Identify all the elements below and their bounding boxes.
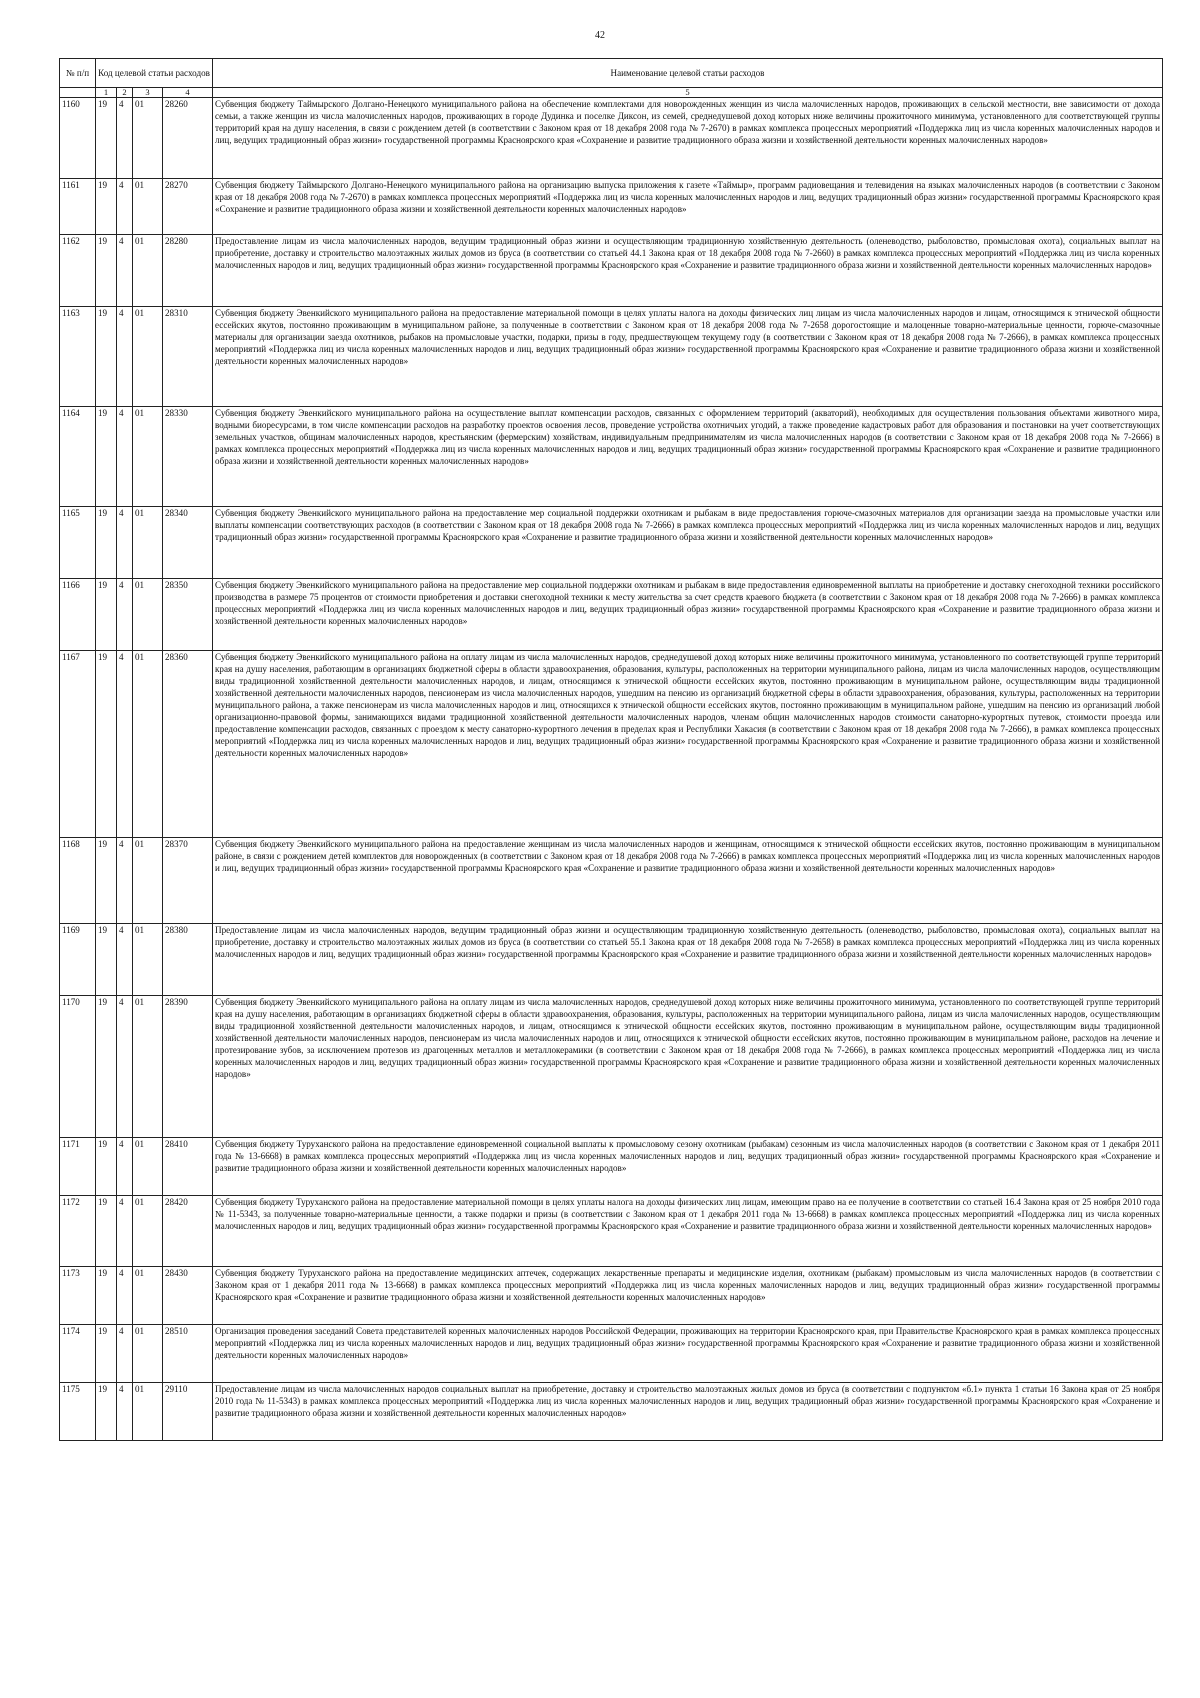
expenditure-name: Субвенция бюджету Эвенкийского муниципального района на оплату лицам из числа малочисленных народов, среднедушевой доход которых ниже величины прожиточного минимума, установленного по соответствующей группе территорий края на душу населения, работающим в организациях бюджетной сферы в области здравоохранения, образования, культуры, расположенных на территории муниципального района, лицам из числа малочисленных народов, осуществляющим виды традиционной хозяйственной деятельности малочисленных народов, и лицам, относящимся к этнической общности ессейских якутов, постоянно проживающим в муниципальном районе, осуществляющим виды традиционной хозяйственной деятельности малочисленных народов, пенсионерам из числа малочисленных народов, ушедшим на пенсию из организаций бюджетной сферы в области здравоохранения, образования, культуры, расположенных на территории муниципального района, а также пенсионерам из числа малочисленных народов и лиц, относящихся к этнической общности ессейских якутов, постоянно проживающим в муниципальном районе, ушедшим на пенсию из организаций любой организационно-правовой формы, занимающихся видами традиционной хозяйственной деятельности малочисленных народов, членам общин малочисленных народов стоимости санаторно-курортных путевок, стоимости проезда или предоставление компенсации расходов, связанных с проездом к месту санаторно-курортного лечения в пределах края и Республики Хакасия (в соответствии с Законом края от 18 декабря 2008 года № 7-2666), в рамках комплекса процессных мероприятий «Поддержка лиц из числа коренных малочисленных народов и лиц, ведущих традиционный образ жизни» государственной программы Красноярского края «Сохранение и развитие традиционного образа жизни и хозяйственной деятельности коренных малочисленных народов» [213, 651, 1163, 838]
code-program: 19 [96, 1138, 117, 1196]
expenditure-name: Субвенция бюджету Туруханского района на предоставление единовременной социальной выплаты к промысловому сезону охотникам (рыбакам) сезонным из числа малочисленных народов (в соответствии с Законом края от 1 декабря 2011 года № 13-6668) в рамках комплекса процессных мероприятий «Поддержка лиц из числа коренных малочисленных народов и лиц, ведущих традиционный образ жизни» государственной программы Красноярского края «Сохранение и развитие традиционного образа жизни и хозяйственной деятельности коренных малочисленных народов» [213, 1138, 1163, 1196]
index-cell: 4 [163, 88, 213, 98]
index-cell: 2 [117, 88, 133, 98]
code-program: 19 [96, 1325, 117, 1383]
code-program: 19 [96, 838, 117, 924]
header-code-group: Код целевой статьи расходов [96, 59, 213, 88]
expenditure-name: Субвенция бюджету Эвенкийского муниципального района на предоставление мер социальной поддержки охотникам и рыбакам в виде предоставления единовременной выплаты на приобретение и доставку снегоходной техники российского производства в размере 75 процентов от стоимости приобретения и доставки снегоходной техники к месту жительства за счет средств краевого бюджета (в соответствии с Законом края от 18 декабря 2008 года № 7-2666) в рамках комплекса процессных мероприятий «Поддержка лиц из числа коренных малочисленных народов и лиц, ведущих традиционный образ жизни» государственной программы Красноярского края «Сохранение и развитие традиционного образа жизни и хозяйственной деятельности коренных малочисленных народов» [213, 579, 1163, 651]
row-number: 1165 [60, 507, 96, 579]
table-row [60, 838, 1163, 924]
code-subprogram: 4 [117, 1325, 133, 1383]
code-direction: 28410 [163, 1138, 213, 1196]
expenditure-name: Субвенция бюджету Эвенкийского муниципального района на предоставление женщинам из числа малочисленных народов и женщинам, относящимся к этнической общности ессейских якутов, постоянно проживающим в муниципальном районе, в связи с рождением детей комплектов для новорожденных (в соответствии с Законом края от 18 декабря 2008 года № 7-2666) в рамках комплекса процессных мероприятий «Поддержка лиц из числа коренных малочисленных народов и лиц, ведущих традиционный образ жизни» государственной программы Красноярского края «Сохранение и развитие традиционного образа жизни и хозяйственной деятельности коренных малочисленных народов» [213, 838, 1163, 924]
expenditure-name: Предоставление лицам из числа малочисленных народов социальных выплат на приобретение, доставку и строительство малоэтажных жилых домов из бруса (в соответствии с подпунктом «б.1» пункта 1 статьи 16 Закона края от 25 ноября 2010 года № 11-5343) в рамках комплекса процессных мероприятий «Поддержка лиц из числа коренных малочисленных народов и лиц, ведущих традиционный образ жизни» государственной программы Красноярского края «Сохранение и развитие традиционного образа жизни и хозяйственной деятельности коренных малочисленных народов» [213, 1383, 1163, 1441]
table-row [60, 1196, 1163, 1267]
table-row [60, 1383, 1163, 1441]
row-number: 1164 [60, 407, 96, 507]
code-subprogram: 4 [117, 651, 133, 838]
code-event: 01 [133, 1138, 163, 1196]
code-subprogram: 4 [117, 507, 133, 579]
expenditure-name: Субвенция бюджету Эвенкийского муниципального района на предоставление мер социальной поддержки охотникам и рыбакам в виде предоставления горюче-смазочных материалов для организации заезда на промысловые участки или выплаты компенсации соответствующих расходов (в соответствии с Законом края от 18 декабря 2008 года № 7-2666) в рамках комплекса процессных мероприятий «Поддержка лиц из числа коренных малочисленных народов и лиц, ведущих традиционный образ жизни» государственной программы Красноярского края «Сохранение и развитие традиционного образа жизни и хозяйственной деятельности коренных малочисленных народов» [213, 507, 1163, 579]
code-subprogram: 4 [117, 838, 133, 924]
code-event: 01 [133, 507, 163, 579]
table-row [60, 307, 1163, 407]
expenditure-name: Предоставление лицам из числа малочисленных народов, ведущим традиционный образ жизни и осуществляющим традиционную хозяйственную деятельность (оленеводство, рыболовство, промысловая охота), социальных выплат на приобретение, доставку и строительство малоэтажных жилых домов из бруса (в соответствии со статьей 55.1 Закона края от 18 декабря 2008 года № 7-2658) в рамках комплекса процессных мероприятий «Поддержка лиц из числа коренных малочисленных народов и лиц, ведущих традиционный образ жизни» государственной программы Красноярского края «Сохранение и развитие традиционного образа жизни и хозяйственной деятельности коренных малочисленных народов» [213, 924, 1163, 996]
table-row [60, 1325, 1163, 1383]
code-direction: 28350 [163, 579, 213, 651]
code-program: 19 [96, 996, 117, 1138]
expenditure-name: Субвенция бюджету Таймырского Долгано-Ненецкого муниципального района на обеспечение комплектами для новорожденных женщин из числа малочисленных народов, проживающих в сельской местности, вне зависимости от дохода семьи, а также женщин из числа малочисленных народов, проживающих в городе Дудинка и поселке Диксон, из семей, среднедушевой доход которых ниже величины прожиточного минимума, установленного для соответствующей группы территорий края на душу населения, в связи с рождением детей (в соответствии с Законом края от 18 декабря 2008 года № 7-2670) в рамках комплекса процессных мероприятий «Поддержка лиц из числа коренных малочисленных народов и лиц, ведущих традиционный образ жизни» государственной программы Красноярского края «Сохранение и развитие традиционного образа жизни и хозяйственной деятельности коренных малочисленных народов» [213, 98, 1163, 179]
code-program: 19 [96, 407, 117, 507]
code-event: 01 [133, 924, 163, 996]
code-subprogram: 4 [117, 235, 133, 307]
code-event: 01 [133, 235, 163, 307]
code-event: 01 [133, 179, 163, 235]
code-subprogram: 4 [117, 407, 133, 507]
row-number: 1166 [60, 579, 96, 651]
index-cell: 3 [133, 88, 163, 98]
target-expenditure-table [59, 58, 1163, 1441]
header-name: Наименование целевой статьи расходов [213, 59, 1163, 88]
expenditure-name: Предоставление лицам из числа малочисленных народов, ведущим традиционный образ жизни и осуществляющим традиционную хозяйственную деятельность (оленеводство, рыболовство, промысловая охота), социальных выплат на приобретение, доставку и строительство малоэтажных жилых домов из бруса (в соответствии со статьей 44.1 Закона края от 18 декабря 2008 года № 7-2660) в рамках комплекса процессных мероприятий «Поддержка лиц из числа коренных малочисленных народов и лиц, ведущих традиционный образ жизни» государственной программы Красноярского края «Сохранение и развитие традиционного образа жизни и хозяйственной деятельности коренных малочисленных народов» [213, 235, 1163, 307]
code-program: 19 [96, 1267, 117, 1325]
code-program: 19 [96, 1383, 117, 1441]
table-row [60, 651, 1163, 838]
code-direction: 28510 [163, 1325, 213, 1383]
page-number: 42 [595, 30, 605, 41]
code-direction: 28370 [163, 838, 213, 924]
row-number: 1171 [60, 1138, 96, 1196]
row-number: 1174 [60, 1325, 96, 1383]
table-row [60, 1267, 1163, 1325]
expenditure-name: Субвенция бюджету Эвенкийского муниципального района на оплату лицам из числа малочисленных народов, среднедушевой доход которых ниже величины прожиточного минимума, установленного по соответствующей группе территорий края на душу населения, работающим в организациях бюджетной сферы в области здравоохранения, образования, культуры, расположенных на территории муниципального района, лицам из числа малочисленных народов, осуществляющим виды традиционной хозяйственной деятельности малочисленных народов, и лицам, относящимся к этнической общности ессейских якутов, постоянно проживающим в муниципальном районе, осуществляющим виды традиционной хозяйственной деятельности малочисленных народов, пенсионерам из числа малочисленных народов и лиц, относящихся к этнической общности ессейских якутов, постоянно проживающим в муниципальном районе, расходов на лечение и протезирование зубов, за исключением протезов из драгоценных металлов и металлокерамики (в соответствии с Законом края от 18 декабря 2008 года № 7-2666), в рамках комплекса процессных мероприятий «Поддержка лиц из числа коренных малочисленных народов и лиц, ведущих традиционный образ жизни» государственной программы Красноярского края «Сохранение и развитие традиционного образа жизни и хозяйственной деятельности коренных малочисленных народов» [213, 996, 1163, 1138]
code-direction: 28270 [163, 179, 213, 235]
code-event: 01 [133, 307, 163, 407]
code-program: 19 [96, 924, 117, 996]
table-row [60, 579, 1163, 651]
row-number: 1163 [60, 307, 96, 407]
expenditure-name: Субвенция бюджету Туруханского района на предоставление медицинских аптечек, содержащих лекарственные препараты и медицинские изделия, охотникам (рыбакам) промысловым из числа малочисленных народов (в соответствии с Законом края от 1 декабря 2011 года № 13-6668) в рамках комплекса процессных мероприятий «Поддержка лиц из числа коренных малочисленных народов и лиц, ведущих традиционный образ жизни» государственной программы Красноярского края «Сохранение и развитие традиционного образа жизни и хозяйственной деятельности коренных малочисленных народов» [213, 1267, 1163, 1325]
code-event: 01 [133, 1325, 163, 1383]
code-program: 19 [96, 507, 117, 579]
code-event: 01 [133, 1383, 163, 1441]
row-number: 1175 [60, 1383, 96, 1441]
row-number: 1169 [60, 924, 96, 996]
expenditure-name: Организация проведения заседаний Совета представителей коренных малочисленных народов Российской Федерации, проживающих на территории Красноярского края, при Правительстве Красноярского края в рамках комплекса процессных мероприятий «Поддержка лиц из числа коренных малочисленных народов и лиц, ведущих традиционный образ жизни» государственной программы Красноярского края «Сохранение и развитие традиционного образа жизни и хозяйственной деятельности коренных малочисленных народов» [213, 1325, 1163, 1383]
code-event: 01 [133, 579, 163, 651]
row-number: 1173 [60, 1267, 96, 1325]
expenditure-name: Субвенция бюджету Эвенкийского муниципального района на осуществление выплат компенсации расходов, связанных с оформлением территорий (акваторий), необходимых для осуществления пользования объектами животного мира, водными биоресурсами, в том числе компенсации расходов на разработку проектов освоения лесов, проведение устройства охотничьих угодий, а также проведение кадастровых работ для образования и постановки на учет соответствующих земельных участков, общинам малочисленных народов, крестьянским (фермерским) хозяйствам, индивидуальным предпринимателям из числа малочисленных народов (в соответствии с Законом края от 18 декабря 2008 года № 7-2666) в рамках комплекса процессных мероприятий «Поддержка лиц из числа коренных малочисленных народов и лиц, ведущих традиционный образ жизни» государственной программы Красноярского края «Сохранение и развитие традиционного образа жизни и хозяйственной деятельности коренных малочисленных народов» [213, 407, 1163, 507]
code-direction: 28260 [163, 98, 213, 179]
code-direction: 28330 [163, 407, 213, 507]
row-number: 1172 [60, 1196, 96, 1267]
code-program: 19 [96, 179, 117, 235]
code-direction: 28280 [163, 235, 213, 307]
code-subprogram: 4 [117, 924, 133, 996]
table-row [60, 407, 1163, 507]
code-event: 01 [133, 651, 163, 838]
code-direction: 28360 [163, 651, 213, 838]
row-number: 1168 [60, 838, 96, 924]
code-event: 01 [133, 838, 163, 924]
code-event: 01 [133, 407, 163, 507]
table-header-row [60, 59, 1163, 88]
code-event: 01 [133, 98, 163, 179]
header-number: № п/п [60, 59, 96, 88]
code-program: 19 [96, 579, 117, 651]
code-direction: 28380 [163, 924, 213, 996]
table-body [60, 98, 1163, 1441]
code-subprogram: 4 [117, 579, 133, 651]
expenditure-name: Субвенция бюджету Туруханского района на предоставление материальной помощи в целях уплаты налога на доходы физических лиц лицам, имеющим право на ее получение в соответствии со статьей 16.4 Закона края от 25 ноября 2010 года № 11-5343, за полученные товарно-материальные ценности, а также подарки и призы (в соответствии с Законом края от 1 декабря 2011 года № 13-6668) в рамках комплекса процессных мероприятий «Поддержка лиц из числа коренных малочисленных народов и лиц, ведущих традиционный образ жизни» государственной программы Красноярского края «Сохранение и развитие традиционного образа жизни и хозяйственной деятельности коренных малочисленных народов» [213, 1196, 1163, 1267]
table-row [60, 924, 1163, 996]
expenditure-name: Субвенция бюджету Таймырского Долгано-Ненецкого муниципального района на организацию выпуска приложения к газете «Таймыр», программ радиовещания и телевидения на языках малочисленных народов (в соответствии с Законом края от 18 декабря 2008 года № 7-2670) в рамках комплекса процессных мероприятий «Поддержка лиц из числа коренных малочисленных народов и лиц, ведущих традиционный образ жизни» государственной программы Красноярского края «Сохранение и развитие традиционного образа жизни и хозяйственной деятельности коренных малочисленных народов» [213, 179, 1163, 235]
code-subprogram: 4 [117, 1196, 133, 1267]
index-cell: 5 [213, 88, 1163, 98]
code-direction: 28340 [163, 507, 213, 579]
expenditure-name: Субвенция бюджету Эвенкийского муниципального района на предоставление материальной помощи в целях уплаты налога на доходы физических лиц лицам из числа малочисленных народов и лицам, относящимся к этнической общности ессейских якутов, постоянно проживающим в муниципальном районе, за полученные в соответствии с Законом края от 18 декабря 2008 года № 7-2658 дорогостоящие и малоценные товарно-материальные ценности, горюче-смазочные материалы для организации заезда охотников, рыбаков на промысловые участки, подарки, призы в году, предшествующем текущему году (в соответствии с Законом края от 18 декабря 2008 года № 7-2666), в рамках комплекса процессных мероприятий «Поддержка лиц из числа коренных малочисленных народов и лиц, ведущих традиционный образ жизни» государственной программы Красноярского края «Сохранение и развитие традиционного образа жизни и хозяйственной деятельности коренных малочисленных народов» [213, 307, 1163, 407]
table-index-row [60, 88, 1163, 98]
table-row [60, 507, 1163, 579]
code-program: 19 [96, 651, 117, 838]
code-program: 19 [96, 307, 117, 407]
table-row [60, 98, 1163, 179]
row-number: 1160 [60, 98, 96, 179]
table-row [60, 235, 1163, 307]
row-number: 1162 [60, 235, 96, 307]
code-subprogram: 4 [117, 996, 133, 1138]
code-subprogram: 4 [117, 1138, 133, 1196]
row-number: 1167 [60, 651, 96, 838]
code-program: 19 [96, 235, 117, 307]
code-subprogram: 4 [117, 1383, 133, 1441]
table-row [60, 996, 1163, 1138]
table-row [60, 1138, 1163, 1196]
code-event: 01 [133, 1196, 163, 1267]
code-subprogram: 4 [117, 1267, 133, 1325]
code-direction: 28430 [163, 1267, 213, 1325]
code-direction: 28420 [163, 1196, 213, 1267]
row-number: 1170 [60, 996, 96, 1138]
code-subprogram: 4 [117, 307, 133, 407]
code-subprogram: 4 [117, 98, 133, 179]
index-cell: 1 [96, 88, 117, 98]
code-event: 01 [133, 1267, 163, 1325]
code-subprogram: 4 [117, 179, 133, 235]
table-row [60, 179, 1163, 235]
code-program: 19 [96, 1196, 117, 1267]
code-program: 19 [96, 98, 117, 179]
code-direction: 28310 [163, 307, 213, 407]
code-event: 01 [133, 996, 163, 1138]
code-direction: 28390 [163, 996, 213, 1138]
row-number: 1161 [60, 179, 96, 235]
code-direction: 29110 [163, 1383, 213, 1441]
index-blank [60, 88, 96, 98]
